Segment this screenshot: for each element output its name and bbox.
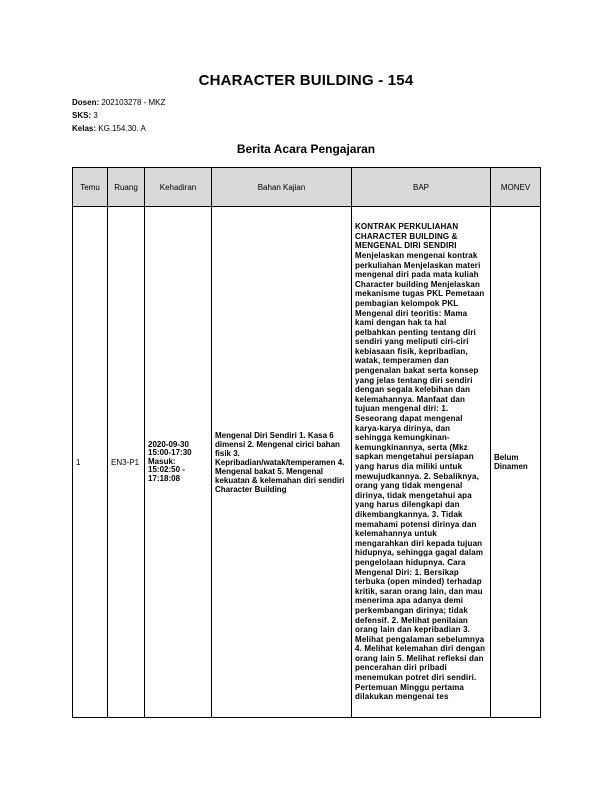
header-temu: Temu [73,168,108,207]
kehadiran-start: 15:02:50 - [148,465,185,475]
kehadiran-date: 2020-09-30 [148,439,189,449]
kehadiran-end: 17:18:08 [148,473,181,483]
document-title: CHARACTER BUILDING - 154 [198,72,414,89]
sks-label: SKS: [72,111,92,120]
course-meta [72,96,165,135]
header-ruang: Ruang [108,168,145,207]
kehadiran-masuk-label: Masuk: [148,456,176,466]
header-bahan-kajian: Bahan Kajian [212,168,352,207]
dosen-label: Dosen: [72,98,100,107]
kelas-row [72,122,165,135]
kelas-label: Kelas: [72,124,97,133]
header-monev: MONEV [491,168,541,207]
dosen-row [72,96,165,109]
berita-acara-table [72,167,541,718]
sks-row [72,109,165,122]
cell-monev: Belum Dinamen [491,207,541,718]
header-bap: BAP [352,168,491,207]
kelas-value: KG.154.30. A [98,124,146,133]
cell-bap: KONTRAK PERKULIAHAN CHARACTER BUILDING & MENGENAL DIRI SENDIRI Menjelaskan mengenai kontrak perkuliahan Menjelaskan materi mengenal diri pada mata kuliah Character building Menjelaskan mekanisme tugas PKL Pemetaan pembagian kelompok PKL Mengenal diri teoritis: Mama kami dengan hak ta hal pelbahkan penting tentang diri sendiri yang meliputi ciri-ciri kebiasaan fisik, kepribadian, watak, temperamen dan pengenalan bakat serta konsep yang jelas tentang diri sendiri dengan segala kelebihan dan kelemahannya. Manfaat dan tujuan mengenal diri: 1. Seseorang dapat mengenal karya-karya dirinya, dan sehingga kemungkinan-kemungkinannya, serta (Mkz sapkan mengetahui persiapan yang harus dia miliki untuk mewujudkannya. 2. Sebaliknya, orang yang tidak mengenal dirinya, tidak mengetahui apa yang harus dilengkapi dan dikembangkannya. 3. Tidak memahami potensi dirinya dan kelemahannya untuk mengarahkan diri kepada tujuan hidupnya, sehingga gagal dalam pengelolaan hidupnya. Cara Mengenal Diri: 1. Bersikap terbuka (open minded) terhadap kritik, saran orang lain, dan mau menerima apa adanya demi perkembangan dirinya; tidak defensif. 2. Melihat penilaian orang lain dan kepribadian 3. Melihat pengalaman sebelumnya 4. Melihat kelemahan diri dengan orang lain 5. Melihat refleksi dan pencerahan diri pribadi menemukan potret diri sendiri. Pertemuan Minggu pertama dilakukan mengenai tes [352,207,491,718]
cell-kehadiran [145,207,212,718]
table-header-row [73,168,541,207]
header-kehadiran: Kehadiran [145,168,212,207]
kehadiran-schedule: 15:00-17:30 [148,448,192,458]
sks-value: 3 [93,111,98,120]
cell-ruang: EN3-P1 [108,207,145,718]
section-subtitle: Berita Acara Pengajaran [236,142,376,156]
cell-temu: 1 [73,207,108,718]
cell-bahan-kajian: Mengenal Diri Sendiri 1. Kasa 6 dimensi 2. Mengenal cirici bahan fisik 3. Kepribadian/watak/temperamen 4. Mengenal bakat 5. Mengenal kekuatan & kelemahan diri sendiri Character Building [212,207,352,718]
dosen-value: 202103278 - MKZ [101,98,166,107]
table-row [73,207,541,718]
